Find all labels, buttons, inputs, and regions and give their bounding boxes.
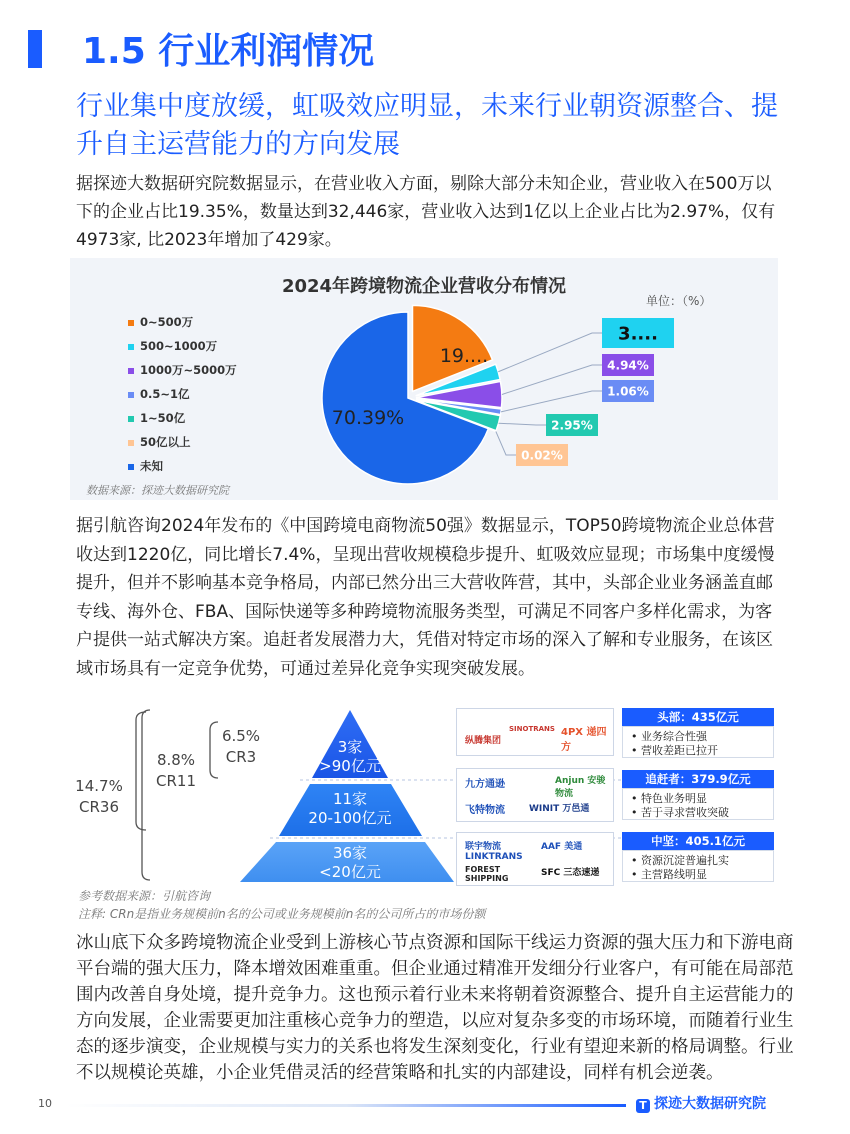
pyramid-diagram — [70, 706, 778, 886]
pie-label-1: 3.... — [618, 323, 658, 345]
tier-mid-label — [280, 790, 420, 828]
paragraph-revenue-summary: 据探迹大数据研究院数据显示，在营业收入方面，剔除大部分未知企业，营业收入在500万以下的企业占比19.35%，数量达到32,446家，营业收入达到1亿以上企业占比为2.97%，仅有4973家, 比2023年增加了429家。 — [76, 174, 776, 250]
page-number: 10 — [38, 1097, 52, 1110]
logo-aaf: AAF 美通 — [541, 842, 583, 852]
legend-swatch — [128, 464, 134, 470]
cr11-pct: 8.8% — [156, 751, 196, 769]
footer-brand-name: 探迹大数据研究院 — [654, 1096, 766, 1112]
logo-forest: FOREST SHIPPING — [465, 865, 509, 883]
tier-mid-point: • 资源沉淀普遍扎实 — [631, 854, 773, 868]
pie-leader-4 — [499, 423, 546, 425]
logo-zongteng: 纵腾集团 — [465, 736, 502, 746]
tier-bottom-range: <20亿元 — [319, 863, 381, 881]
tier-bottom-count: 36家 — [332, 844, 368, 862]
pie-label-4: 2.95% — [551, 418, 593, 433]
legend-swatch — [128, 368, 134, 374]
pie-leader-1 — [498, 333, 602, 372]
legend-item — [128, 338, 217, 354]
tier-bottom-label — [270, 844, 430, 882]
pie-chart-panel — [70, 258, 778, 500]
footer-divider — [66, 1104, 626, 1107]
logo-box-chaser — [456, 768, 614, 822]
logo-4px: 4PX 递四方 — [561, 727, 607, 753]
pyramid-source: 参考数据来源：引航咨询 — [78, 889, 211, 903]
logo-box-mid — [456, 832, 614, 886]
tier-top-label — [290, 738, 410, 776]
pie-leader-2 — [502, 365, 602, 394]
tier-mid-range: 20-100亿元 — [308, 809, 392, 827]
cr3-label — [218, 726, 264, 768]
pie-label-0: 19.... — [439, 345, 489, 367]
legend-item — [128, 314, 193, 330]
tier-mid-count: 11家 — [332, 790, 368, 808]
pie-label-5: 0.02% — [521, 448, 563, 463]
legend-label: 0.5~1亿 — [140, 387, 190, 401]
legend-item — [128, 410, 185, 426]
tier-top-count: 3家 — [337, 738, 363, 756]
cr3-name: CR3 — [225, 748, 257, 766]
legend-item — [128, 434, 191, 450]
legend-label: 500~1000万 — [140, 339, 218, 353]
tier-mid-point: • 主营路线明显 — [631, 868, 773, 882]
tier-mid-points — [622, 850, 774, 882]
legend-swatch — [128, 416, 134, 422]
logo-sinotrans: SINOTRANS — [509, 725, 555, 733]
legend-swatch — [128, 320, 134, 326]
tier-chaser-point: • 苦于寻求营收突破 — [631, 806, 773, 820]
page-title: 1.5 行业利润情况 — [82, 31, 375, 72]
footer-brand — [636, 1093, 766, 1113]
logo-jiufang: 九方通逊 — [465, 779, 505, 790]
cr3-pct: 6.5% — [221, 727, 261, 745]
pie-label-2: 4.94% — [607, 358, 649, 373]
legend-label: 50亿以上 — [140, 435, 191, 449]
pie-leader-5 — [496, 431, 516, 455]
chart-unit: 单位：（%） — [646, 294, 712, 308]
legend-item — [128, 458, 163, 474]
cr36-pct: 14.7% — [75, 777, 123, 795]
tier-mid-title: 中坚：405.1亿元 — [622, 832, 774, 850]
tier-chaser-title: 追赶者：379.9亿元 — [622, 770, 774, 788]
logo-linktrans: 联宇物流 LINKTRANS — [465, 842, 523, 862]
logo-winit: WINIT 万邑通 — [529, 804, 590, 814]
pyramid-note: 注释: CRn是指业务规模前n名的公司或业务规模前n名的公司所占的市场份额 — [78, 907, 486, 921]
page-subtitle: 行业集中度放缓，虹吸效应明显，未来行业朝资源整合、提升自主运营能力的方向发展 — [76, 91, 778, 160]
pie-leader-3 — [501, 391, 602, 412]
brand-logo-icon: T — [636, 1099, 650, 1113]
legend-label: 1000万~5000万 — [140, 363, 237, 377]
tier-chaser-point: • 特色业务明显 — [631, 792, 773, 806]
cr36-name: CR36 — [79, 798, 119, 816]
tier-chaser-points — [622, 788, 774, 820]
logo-box-head — [456, 708, 614, 756]
legend-label: 0~500万 — [140, 315, 194, 329]
tier-top-range: >90亿元 — [319, 757, 381, 775]
tier-head-point: • 营收差距已拉开 — [631, 744, 773, 758]
bracket-cr11 — [136, 712, 146, 830]
tier-head-title: 头部：435亿元 — [622, 708, 774, 726]
legend-label: 未知 — [140, 459, 163, 473]
chart-source: 数据来源：探迹大数据研究院 — [86, 484, 229, 497]
pie-label-6: 70.39% — [331, 407, 405, 429]
pie-label-3: 1.06% — [607, 384, 649, 399]
cr11-name: CR11 — [156, 772, 196, 790]
legend-item — [128, 386, 190, 402]
cr11-label — [150, 750, 202, 792]
legend-label: 1~50亿 — [140, 411, 186, 425]
bracket-cr36 — [142, 710, 150, 880]
paragraph-top50: 据引航咨询2024年发布的《中国跨境电商物流50强》数据显示，TOP50跨境物流企业总体营收达到1220亿，同比增长7.4%，呈现出营收规模稳步提升、虹吸效应显现；市场集中度缓慢提升，但并不影响基本竞争格局，内部已然分出三大营收阵营，其中，头部企业业务涵盖直邮专线、海外仓、FBA、国际快递等多种跨境物流服务类型，可满足不同客户多样化需求，为客户提供一站式解决方案。追赶者发展潜力大，凭借对特定市场的深入了解和专业服务，在该区域市场具有一定竞争优势，可通过差异化竞争实现突破发展。 — [76, 516, 775, 679]
legend-swatch — [128, 392, 134, 398]
logo-feite: 飞特物流 — [465, 805, 505, 816]
bracket-cr3 — [210, 722, 218, 778]
cr36-label — [70, 776, 128, 818]
title-accent-bar — [28, 30, 42, 68]
paragraph-outlook: 冰山底下众多跨境物流企业受到上游核心节点资源和国际干线运力资源的强大压力和下游电商平台端的强大压力，降本增效困难重重。但企业通过精准开发细分行业客户，有可能在局部范围内改善自身处境，提升竞争力。这也预示着行业未来将朝着资源整合、提升自主运营能力的方向发展，企业需要更加注重核心竞争力的塑造，以应对复杂多变的市场环境，而随着行业生态的逐步演变，企业规模与实力的关系也将发生深刻变化，行业有望迎来新的格局调整。行业不以规模论英雄，小企业凭借灵活的经营策略和扎实的内部建设，同样有机会逆袭。 — [76, 933, 794, 1083]
chart-title: 2024年跨境物流企业营收分布情况 — [281, 276, 567, 297]
logo-sfc: SFC 三态速递 — [541, 868, 600, 878]
logo-anjun: Anjun 安骏物流 — [555, 776, 606, 799]
legend-swatch — [128, 344, 134, 350]
legend-item — [128, 362, 237, 378]
legend-swatch — [128, 440, 134, 446]
tier-head-point: • 业务综合性强 — [631, 730, 773, 744]
tier-head-points — [622, 726, 774, 758]
